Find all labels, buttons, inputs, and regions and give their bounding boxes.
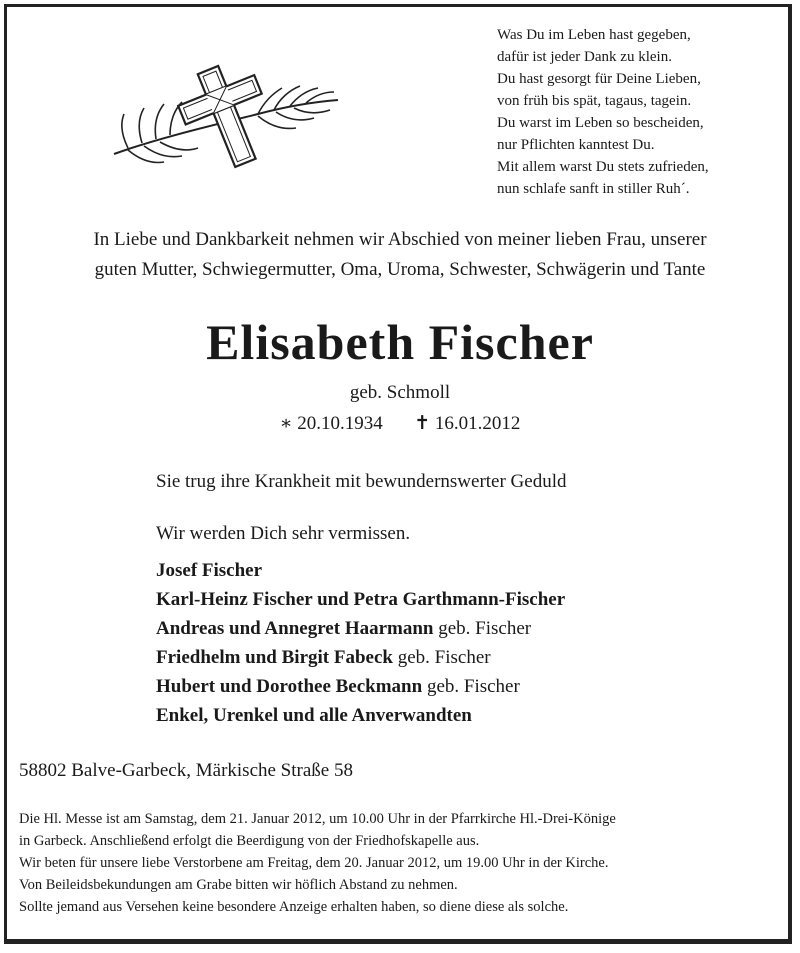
mourner: Josef Fischer	[156, 560, 263, 581]
poem-line: von früh bis spät, tagaus, tagein.	[497, 93, 692, 109]
poem-line: nur Pflichten kanntest Du.	[497, 137, 655, 153]
notice-line: in Garbeck. Anschließend erfolgt die Beerdigung von der Friedhofskapelle aus.	[19, 833, 480, 849]
poem-line: nun schlafe sanft in stiller Ruh´.	[497, 181, 690, 197]
mourner: Karl-Heinz Fischer und Petra Garthmann-Fischer	[156, 589, 566, 610]
notice-line: Sollte jemand aus Versehen keine besondere Anzeige erhalten haben, so diene diese als solche.	[19, 899, 569, 915]
deceased-name: Elisabeth Fischer	[206, 314, 594, 370]
poem-line: dafür ist jeder Dank zu klein.	[497, 49, 672, 65]
mourners-list	[156, 556, 565, 730]
notice-line: Von Beileidsbekundungen am Grabe bitten wir höflich Abstand zu nehmen.	[19, 877, 458, 893]
address: 58802 Balve-Garbeck, Märkische Straße 58	[19, 760, 353, 781]
poem-line: Du warst im Leben so bescheiden,	[497, 115, 704, 131]
mourner: Hubert und Dorothee Beckmann geb. Fischer	[156, 676, 520, 697]
poem-line: Was Du im Leben hast gegeben,	[497, 27, 691, 43]
service-notice	[19, 808, 789, 918]
mourner: Enkel, Urenkel und alle Anverwandten	[156, 705, 472, 726]
poem-line: Du hast gesorgt für Deine Lieben,	[497, 71, 701, 87]
intro-text	[0, 225, 800, 285]
quote: Sie trug ihre Krankheit mit bewundernswerter Geduld	[156, 471, 567, 492]
death-cross-icon: ✝	[414, 413, 431, 434]
death-date: 16.01.2012	[434, 413, 521, 434]
poem	[497, 24, 787, 200]
birth-date: 20.10.1934	[297, 413, 383, 434]
mourner: Andreas und Annegret Haarmann geb. Fischer	[156, 618, 532, 639]
life-dates	[0, 410, 800, 438]
intro-line-1: In Liebe und Dankbarkeit nehmen wir Abschied von meiner lieben Frau, unserer	[93, 229, 707, 250]
poem-line: Mit allem warst Du stets zufrieden,	[497, 159, 709, 175]
farewell-line: Wir werden Dich sehr vermissen.	[156, 523, 411, 544]
cross-with-palm-branch-icon	[108, 62, 348, 172]
notice-line: Wir beten für unsere liebe Verstorbene am Freitag, dem 20. Januar 2012, um 19.00 Uhr in der Kirche.	[19, 855, 609, 871]
maiden-name: geb. Schmoll	[349, 382, 451, 403]
birth-star-icon: ∗	[279, 413, 293, 434]
intro-line-2: guten Mutter, Schwiegermutter, Oma, Uroma, Schwester, Schwägerin und Tante	[94, 259, 706, 280]
mourner: Friedhelm und Birgit Fabeck geb. Fischer	[156, 647, 491, 668]
notice-line: Die Hl. Messe ist am Samstag, dem 21. Januar 2012, um 10.00 Uhr in der Pfarrkirche Hl.-Drei-Könige	[19, 811, 616, 827]
